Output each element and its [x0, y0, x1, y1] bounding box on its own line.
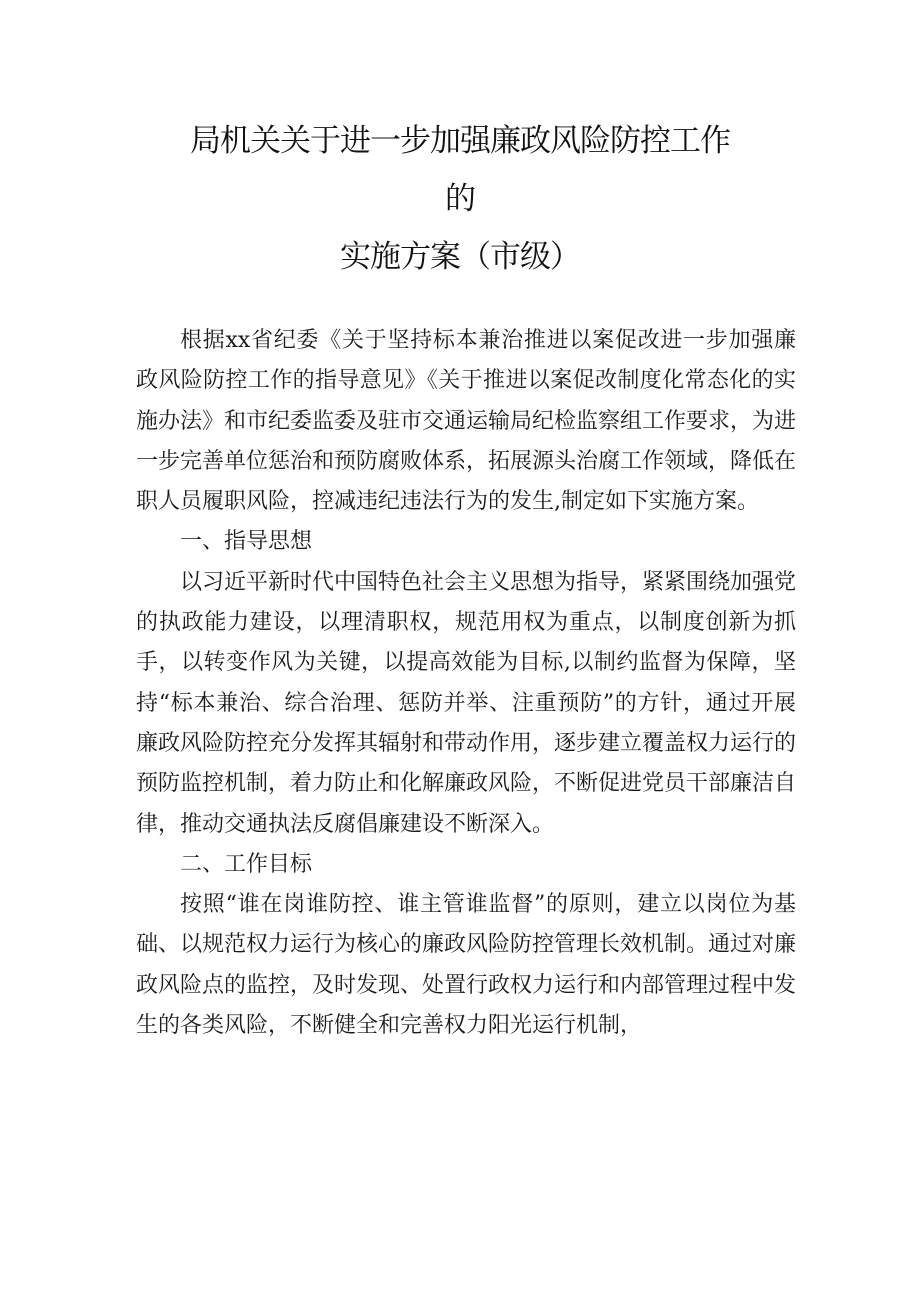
section-heading-guiding-ideology: 一、指导思想 — [180, 529, 313, 555]
title-line-1: 局机关关于进一步加强廉政风险防控工作 — [190, 123, 730, 159]
title-line-2: 的 — [445, 181, 475, 217]
title-line-3: 实施方案（市级） — [340, 239, 580, 275]
section-heading-work-goals: 二、工作目标 — [180, 851, 313, 877]
guiding-ideology-paragraph: 以习近平新时代中国特色社会主义思想为指导，紧紧围绕加强党的执政能力建设，以理清职权，规范用权为重点，以制度创新为抓手，以转变作风为关键，以提高效能为目标,以制约监督为保障，坚持“标本兼治、综合治理、惩防并举、注重预防”的方针，通过开展廉政风险防控充分发挥其辐射和带动作用，逐步建立覆盖权力运行的预防监控机制，着力防止和化解廉政风险，不断促进党员干部廉洁自律，推动交通执法反腐倡廉建设不断深入。 — [136, 569, 797, 837]
document-title — [0, 112, 920, 286]
intro-paragraph: 根据xx省纪委《关于坚持标本兼治推进以案促改进一步加强廉政风险防控工作的指导意见》《关于推进以案促改制度化常态化的实施办法》和市纪委监委及驻市交通运输局纪检监察组工作要求，为进一步完善单位惩治和预防腐败体系，拓展源头治腐工作领域，降低在职人员履职风险，控减违纪违法行为的发生,制定如下实施方案。 — [136, 328, 797, 515]
work-goals-paragraph: 按照“谁在岗谁防控、谁主管谁监督”的原则，建立以岗位为基础、以规范权力运行为核心的廉政风险防控管理长效机制。通过对廉政风险点的监控，及时发现、处置行政权力运行和内部管理过程中发生的各类风险，不断健全和完善权力阳光运行机制， — [136, 892, 797, 1039]
document-body — [136, 321, 796, 1046]
